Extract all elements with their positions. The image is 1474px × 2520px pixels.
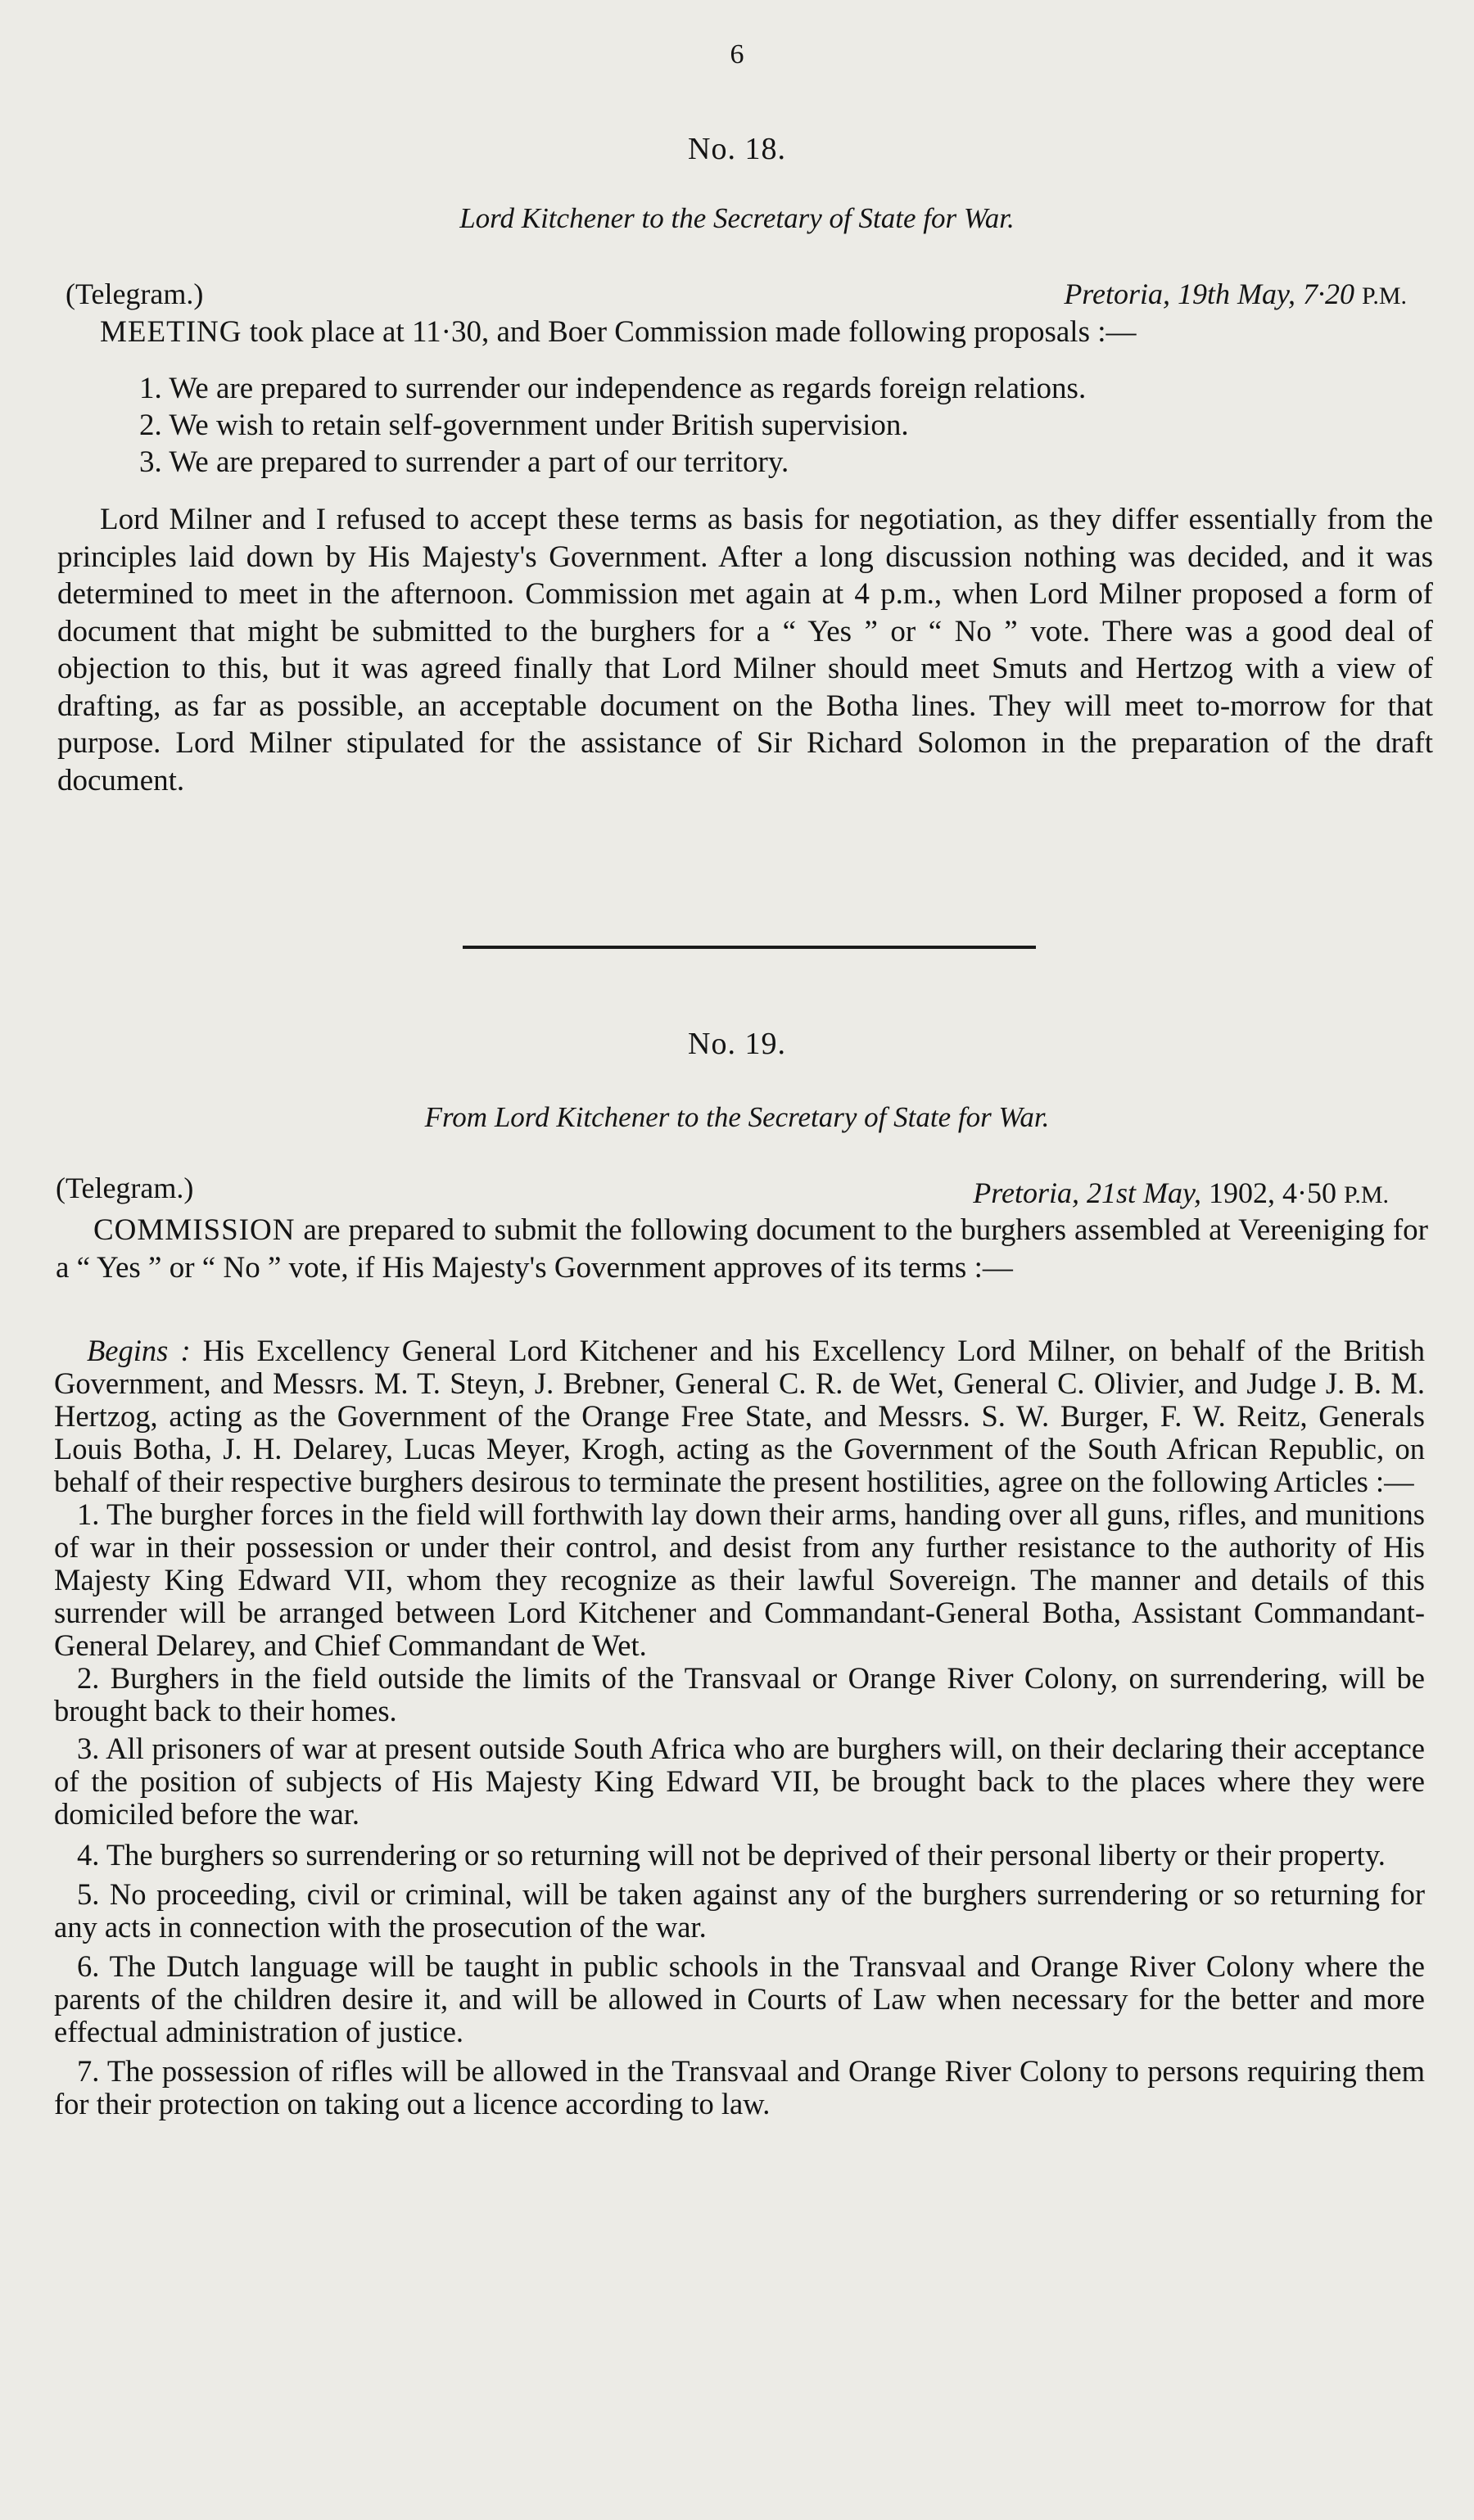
proposal-item: 1. We are prepared to surrender our independence as regards foreign relations. [139, 372, 1087, 405]
article-item: 7. The possession of rifles will be allowed in the Transvaal and Orange River Colony to persons requiring them for their protection on taking out a licence according to law. [54, 2054, 1425, 2120]
article-item: 1. The burgher forces in the field will forthwith lay down their arms, handing over all guns, rifles, and munitions of war in their possession or under their control, and desist from any further resistance to the authority of His Majesty King Edward VII, whom they recognize as their lawful Sovereign. The manner and details of this surrender will be arranged between Lord Kitchener and Commandant-General Botha, Assistant Commandant-General Delarey, and Chief Commandant de Wet. [54, 1497, 1425, 1662]
doc-18-heading: Lord Kitchener to the Secretary of State for War. [459, 202, 1015, 234]
doc-19-number: No. 19. [688, 1027, 786, 1061]
section-divider [463, 946, 1036, 949]
doc-19-year-time: 1902, 4·50 [1200, 1176, 1336, 1209]
doc-18-number: No. 18. [688, 132, 786, 166]
doc-18-proposals [139, 370, 1449, 481]
doc-19-place-date [973, 1176, 1389, 1210]
doc-19-time-suffix: P.M. [1343, 1181, 1389, 1208]
doc-18-body: Lord Milner and I refused to accept these terms as basis for negotiation, as they differ essentially from the principles laid down by His Majesty's Government. After a long discussion nothing was decided, and it was determined to meet in the afternoon. Commission met again at 4 p.m., when Lord Milner proposed a form of document that might be submitted to the burghers for a “ Yes ” or “ No ” vote. There was a good deal of objection to this, but it was agreed finally that Lord Milner should meet Smuts and Hertzog with a view of drafting, as far as possible, an acceptable document on the Botha lines. They will meet to-morrow for that purpose. Lord Milner stipulated for the assistance of Sir Richard Solomon in the preparation of the draft document. [57, 503, 1433, 797]
doc-18-intro [100, 314, 1435, 351]
article-item: 4. The burghers so surrendering or so returning will not be deprived of their personal liberty or their property. [77, 1838, 1386, 1872]
begins-text: His Excellency General Lord Kitchener and his Excellency Lord Milner, on behalf of the British Government, and Messrs. M. T. Steyn, J. Brebner, General C. R. de Wet, General C. Olivier, and Judge J. B. M. Hertzog, acting as the Government of the Orange Free State, and Messrs. S. W. Burger, F. W. Reitz, Generals Louis Botha, J. H. Delarey, Lucas Meyer, Krogh, acting as the Government of the South African Republic, on behalf of their respective burghers desirous to terminate the present hostilities, agree on the following Articles :— [54, 1334, 1426, 1498]
doc-19-place-date-text: Pretoria, 21st May, [973, 1176, 1201, 1209]
article-item: 5. No proceeding, civil or criminal, will be taken against any of the burghers surrendering or so returning for any acts in connection with the prosecution of the war. [54, 1877, 1425, 1944]
article-item: 6. The Dutch language will be taught in public schools in the Transvaal and Orange River Colony where the parents of the children desire it, and will be allowed in Courts of Law when necessary for the better and more effectual administration of justice. [54, 1949, 1425, 2048]
article-item: 2. Burghers in the field outside the limits of the Transvaal or Orange River Colony, on surrendering, will be brought back to their homes. [54, 1661, 1425, 1727]
begins-paragraph [54, 1335, 1425, 1498]
doc-18-place-date-text: Pretoria, 19th May, 7·20 [1064, 278, 1354, 310]
doc-19-articles-block [54, 1335, 1425, 2120]
proposal-item: 3. We are prepared to surrender a part of our territory. [139, 445, 789, 479]
doc-19-telegram-label: (Telegram.) [56, 1172, 194, 1204]
page-number: 6 [730, 39, 744, 70]
begins-label: Begins : [87, 1334, 191, 1367]
doc-19-intro [56, 1212, 1428, 1287]
doc-18-intro-rest: took place at 11·30, and Boer Commission made following proposals :— [242, 315, 1137, 349]
doc-18-place-date [1064, 277, 1407, 311]
doc-18-intro-caps: MEETING [100, 315, 242, 349]
doc-19-heading: From Lord Kitchener to the Secretary of State for War. [424, 1101, 1050, 1133]
doc-18-telegram-label: (Telegram.) [66, 278, 204, 310]
proposal-item: 2. We wish to retain self-government under British supervision. [139, 409, 909, 442]
doc-19-intro-rest: are prepared to submit the following document to the burghers assembled at Vereeniging for a “ Yes ” or “ No ” vote, if His Majesty's Government approves of its terms :— [56, 1213, 1428, 1285]
doc-18-time-suffix: P.M. [1361, 282, 1407, 309]
article-item: 3. All prisoners of war at present outside South Africa who are burghers will, on their declaring their acceptance of the position of subjects of His Majesty King Edward VII, be brought back to the places where they were domiciled before the war. [54, 1732, 1425, 1831]
doc-19-intro-caps: COMMISSION [93, 1213, 296, 1247]
